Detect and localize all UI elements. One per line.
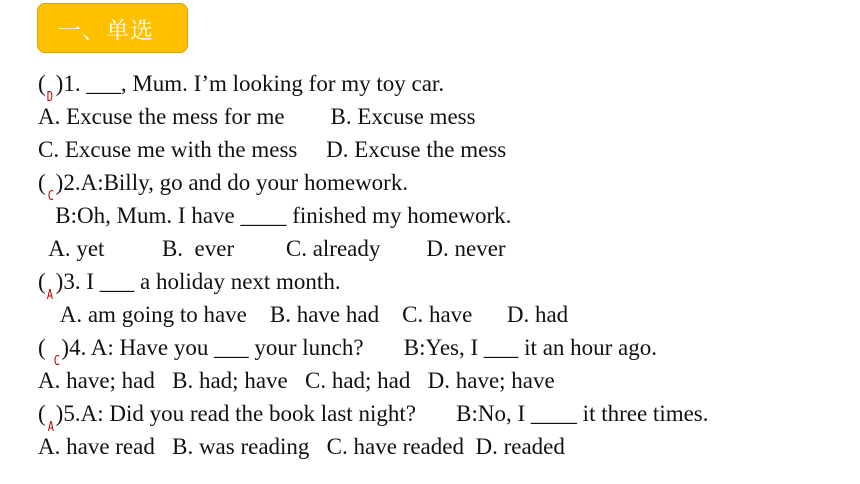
question-5-stem-line: ( A )5.A: Did you read the book last night? B:No, I ____ it three times. <box>38 399 709 429</box>
question-2-dialogue-line: B:Oh, Mum. I have ____ finished my homework. <box>38 203 512 228</box>
question-5-options-line: A. have read B. was reading C. have readed D. readed <box>38 434 565 459</box>
question-3-stem: )3. I ___ a holiday next month. <box>55 269 341 294</box>
question-4-answer: C <box>54 354 61 369</box>
question-4-stem: )4. A: Have you ___ your lunch? B:Yes, I ___ it an hour ago. <box>61 335 658 360</box>
section-title: 一、单选 <box>58 17 154 44</box>
question-1-options-line-2: C. Excuse me with the mess D. Excuse the mess <box>38 137 507 162</box>
question-1-answer: D <box>46 90 53 105</box>
section-title-badge <box>37 3 188 53</box>
question-3-answer: A <box>46 288 53 303</box>
question-1-options-line-1: A. Excuse the mess for me B. Excuse mess <box>38 104 476 129</box>
question-2-stem: )2.A:Billy, go and do your homework. <box>55 170 409 195</box>
question-2-options-line: A. yet B. ever C. already D. never <box>38 236 506 261</box>
question-2-stem-line: ( C )2.A:Billy, go and do your homework. <box>38 168 408 198</box>
question-5-answer: A <box>47 420 54 435</box>
question-3-stem-line: ( A )3. I ___ a holiday next month. <box>38 267 341 297</box>
question-4-stem-line: ( C )4. A: Have you ___ your lunch? B:Yes, I ___ it an hour ago. <box>38 333 657 363</box>
question-1-stem: )1. ___, Mum. I’m looking for my toy car. <box>55 71 445 96</box>
question-1-stem-line: ( D )1. ___, Mum. I’m looking for my toy car. <box>38 69 444 99</box>
question-5-stem: )5.A: Did you read the book last night? B:No, I ____ it three times. <box>55 401 709 426</box>
question-2-answer: C <box>47 189 54 204</box>
question-3-options-line: A. am going to have B. have had C. have D. had <box>38 302 569 327</box>
question-4-options-line: A. have; had B. had; have C. had; had D. have; have <box>38 368 555 393</box>
